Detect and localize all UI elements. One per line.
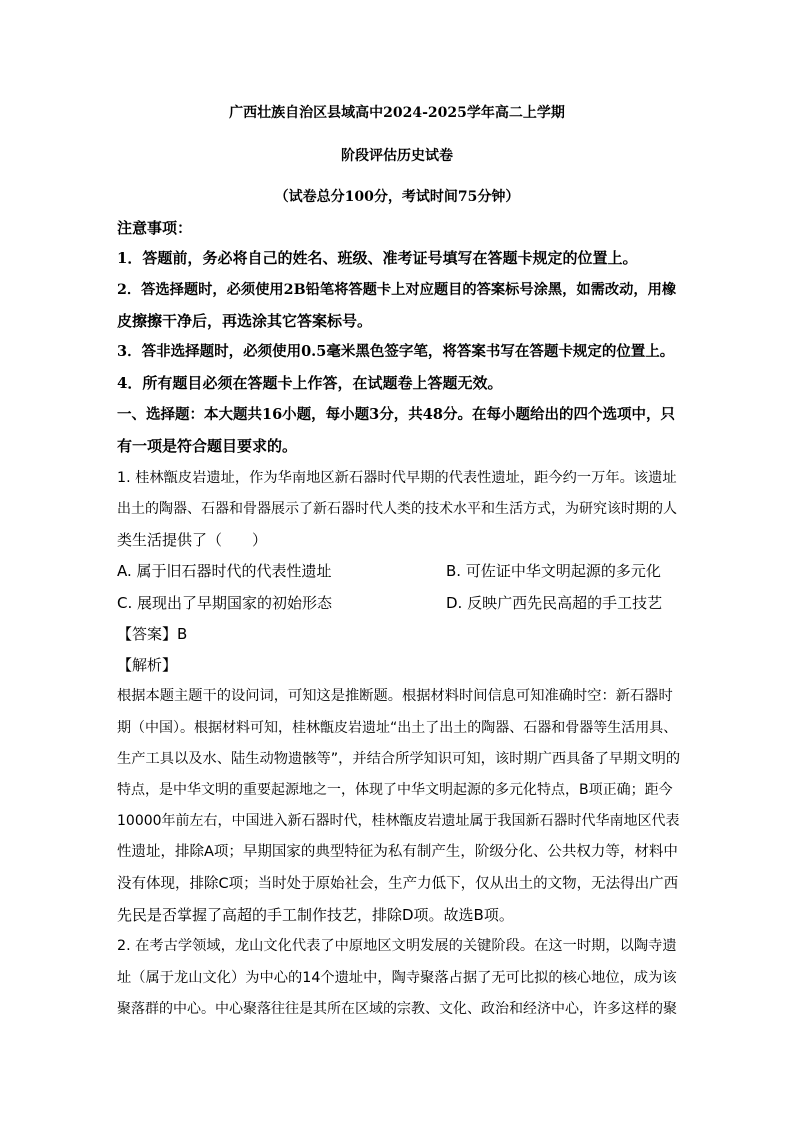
option-d: D. 反映广西先民高超的手工技艺 — [446, 594, 663, 612]
exam-subtitle: （试卷总分100分，考试时间75分钟） — [274, 189, 520, 205]
section-heading: 有一项是符合题目要求的。 — [117, 437, 298, 455]
analysis-line: 根据本题主题干的设问词，可知这是推断题。根据材料时间信息可知准确时空：新石器时 — [117, 688, 673, 704]
analysis-line: 生产工具以及水、陆生动物遗骸等”，并结合所学知识可知，该时期广西具备了早期文明的 — [117, 751, 681, 767]
question-stem: 2. 在考古学领域，龙山文化代表了中原地区文明发展的关键阶段。在这一时期，以陶寺遗 — [117, 938, 677, 954]
notice-heading: 注意事项： — [117, 219, 193, 237]
notice-item: 皮擦擦干净后，再选涂其它答案标号。 — [117, 312, 373, 330]
notice-item: 2．答选择题时，必须使用2B铅笔将答题卡上对应题目的答案标号涂黑，如需改动，用橡 — [117, 282, 677, 298]
section-heading: 一、选择题：本大题共16小题，每小题3分，共48分。在每小题给出的四个选项中，只 — [117, 406, 675, 423]
option-c: C. 展现出了早期国家的初始形态 — [117, 594, 333, 612]
analysis-line: 没有体现，排除C项；当时处于原始社会，生产力低下，仅从出土的文物，无法得出广西 — [117, 876, 679, 892]
notice-item: 4．所有题目必须在答题卡上作答，在试题卷上答题无效。 — [117, 374, 503, 392]
answer-label: 【答案】B — [117, 625, 188, 643]
question-stem: 出土的陶器、石器和骨器展示了新石器时代人类的技术水平和生活方式，为研究该时期的人 — [117, 501, 677, 517]
notice-item: 1．答题前，务必将自己的姓名、班级、准考证号填写在答题卡规定的位置上。 — [117, 249, 638, 267]
question-stem: 址（属于龙山文化）为中心的14个遗址中，陶寺聚落占据了无可比拟的核心地位，成为该 — [117, 970, 677, 986]
question-stem: 聚落群的中心。中心聚落往往是其所在区域的宗教、文化、政治和经济中心，许多这样的聚 — [117, 1001, 677, 1017]
analysis-heading: 【解析】 — [117, 656, 178, 674]
question-stem: 1. 桂林甑皮岩遗址，作为华南地区新石器时代早期的代表性遗址，距今约一万年。该遗址 — [117, 470, 677, 486]
analysis-line: 性遗址，排除A项；早期国家的典型特征为私有制产生，阶级分化、公共权力等，材料中 — [117, 844, 678, 860]
exam-title-line2: 阶段评估历史试卷 — [341, 148, 453, 164]
notice-item: 3．答非选择题时，必须使用0.5毫米黑色签字笔，将答案书写在答题卡规定的位置上。 — [117, 343, 675, 360]
analysis-line: 先民是否掌握了高超的手工制作技艺，排除D项。故选B项。 — [117, 906, 514, 924]
option-a: A. 属于旧石器时代的代表性遗址 — [117, 562, 332, 580]
analysis-line: 特点，是中华文明的重要起源地之一，体现了中华文明起源的多元化特点，B项正确；距今 — [117, 782, 673, 798]
question-stem: 类生活提供了（ ） — [117, 531, 268, 549]
exam-title-line1: 广西壮族自治区县域高中2024-2025学年高二上学期 — [229, 105, 565, 121]
analysis-line: 10000年前左右，中国进入新石器时代，桂林甑皮岩遗址属于我国新石器时代华南地区代表 — [117, 813, 680, 829]
analysis-line: 期（中国）。根据材料可知，桂林甑皮岩遗址“出土了出土的陶器、石器和骨器等生活用具、 — [117, 720, 678, 736]
option-b: B. 可佐证中华文明起源的多元化 — [446, 562, 661, 580]
